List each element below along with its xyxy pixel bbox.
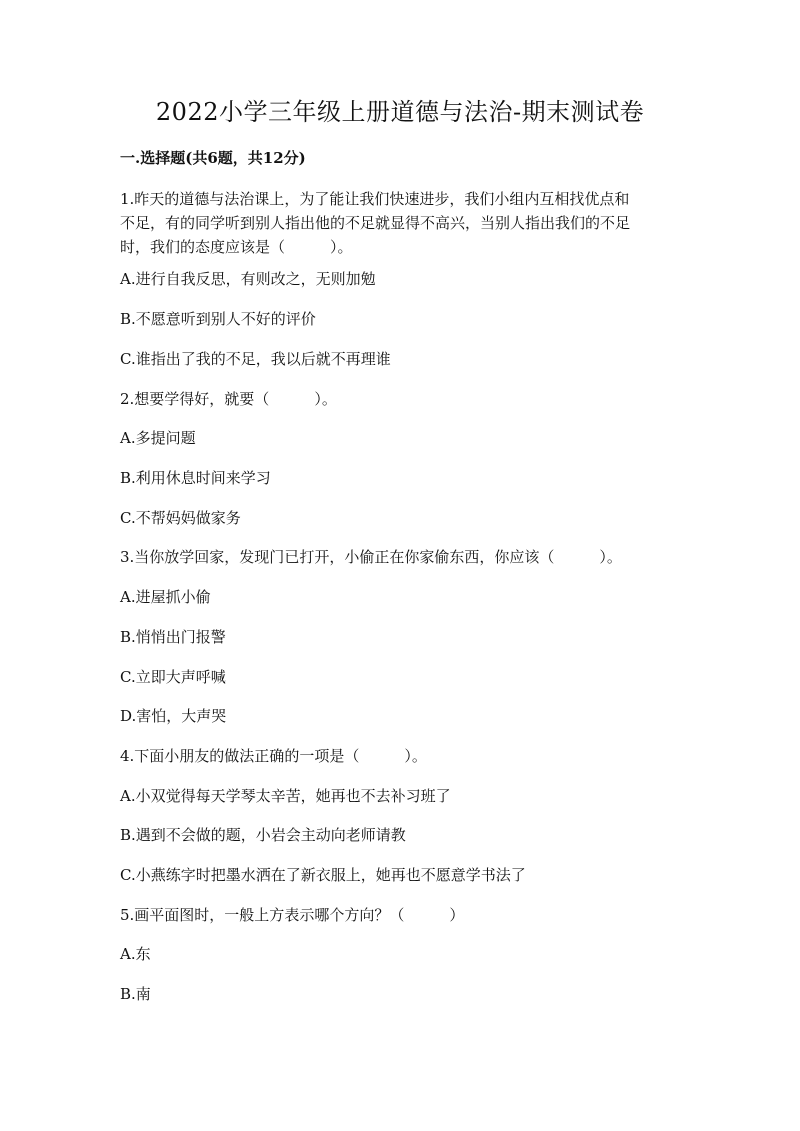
question-3-stem: 3.当你放学回家，发现门已打开，小偷正在你家偷东西，你应该（ ）。 [120,548,622,566]
question-1-option-c: C.谁指出了我的不足，我以后就不再理谁 [120,350,391,368]
question-2-option-b: B.利用休息时间来学习 [120,469,271,487]
question-2-option-a: A.多提问题 [120,429,196,447]
question-5-option-a: A.东 [120,945,151,963]
question-4-option-c: C.小燕练字时把墨水洒在了新衣服上，她再也不愿意学书法了 [120,866,526,884]
question-5-option-b: B.南 [120,985,151,1003]
question-1-stem-line-3: 时，我们的态度应该是（ ）。 [120,238,353,256]
question-3-option-c: C.立即大声呼喊 [120,668,226,686]
section-heading: 一.选择题(共6题，共12分) [120,149,306,167]
question-1-option-b: B.不愿意听到别人不好的评价 [120,310,316,328]
question-1-stem-line-1: 1.昨天的道德与法治课上，为了能让我们快速进步，我们小组内互相找优点和 [120,190,630,208]
question-3-option-a: A.进屋抓小偷 [120,588,211,606]
question-2-stem: 2.想要学得好，就要（ ）。 [120,390,337,408]
question-2-option-c: C.不帮妈妈做家务 [120,509,241,527]
question-1-stem-line-2: 不足，有的同学听到别人指出他的不足就显得不高兴，当别人指出我们的不足 [120,214,631,232]
question-4-stem: 4.下面小朋友的做法正确的一项是（ ）。 [120,747,427,765]
question-3-option-b: B.悄悄出门报警 [120,628,226,646]
question-4-option-a: A.小双觉得每天学琴太辛苦，她再也不去补习班了 [120,787,451,805]
question-1-option-a: A.进行自我反思，有则改之，无则加勉 [120,270,376,288]
exam-title: 2022小学三年级上册道德与法治-期末测试卷 [155,98,645,126]
question-5-stem: 5.画平面图时，一般上方表示哪个方向？（ ） [120,906,465,924]
question-3-option-d: D.害怕，大声哭 [120,707,227,725]
question-4-option-b: B.遇到不会做的题，小岩会主动向老师请教 [120,826,406,844]
